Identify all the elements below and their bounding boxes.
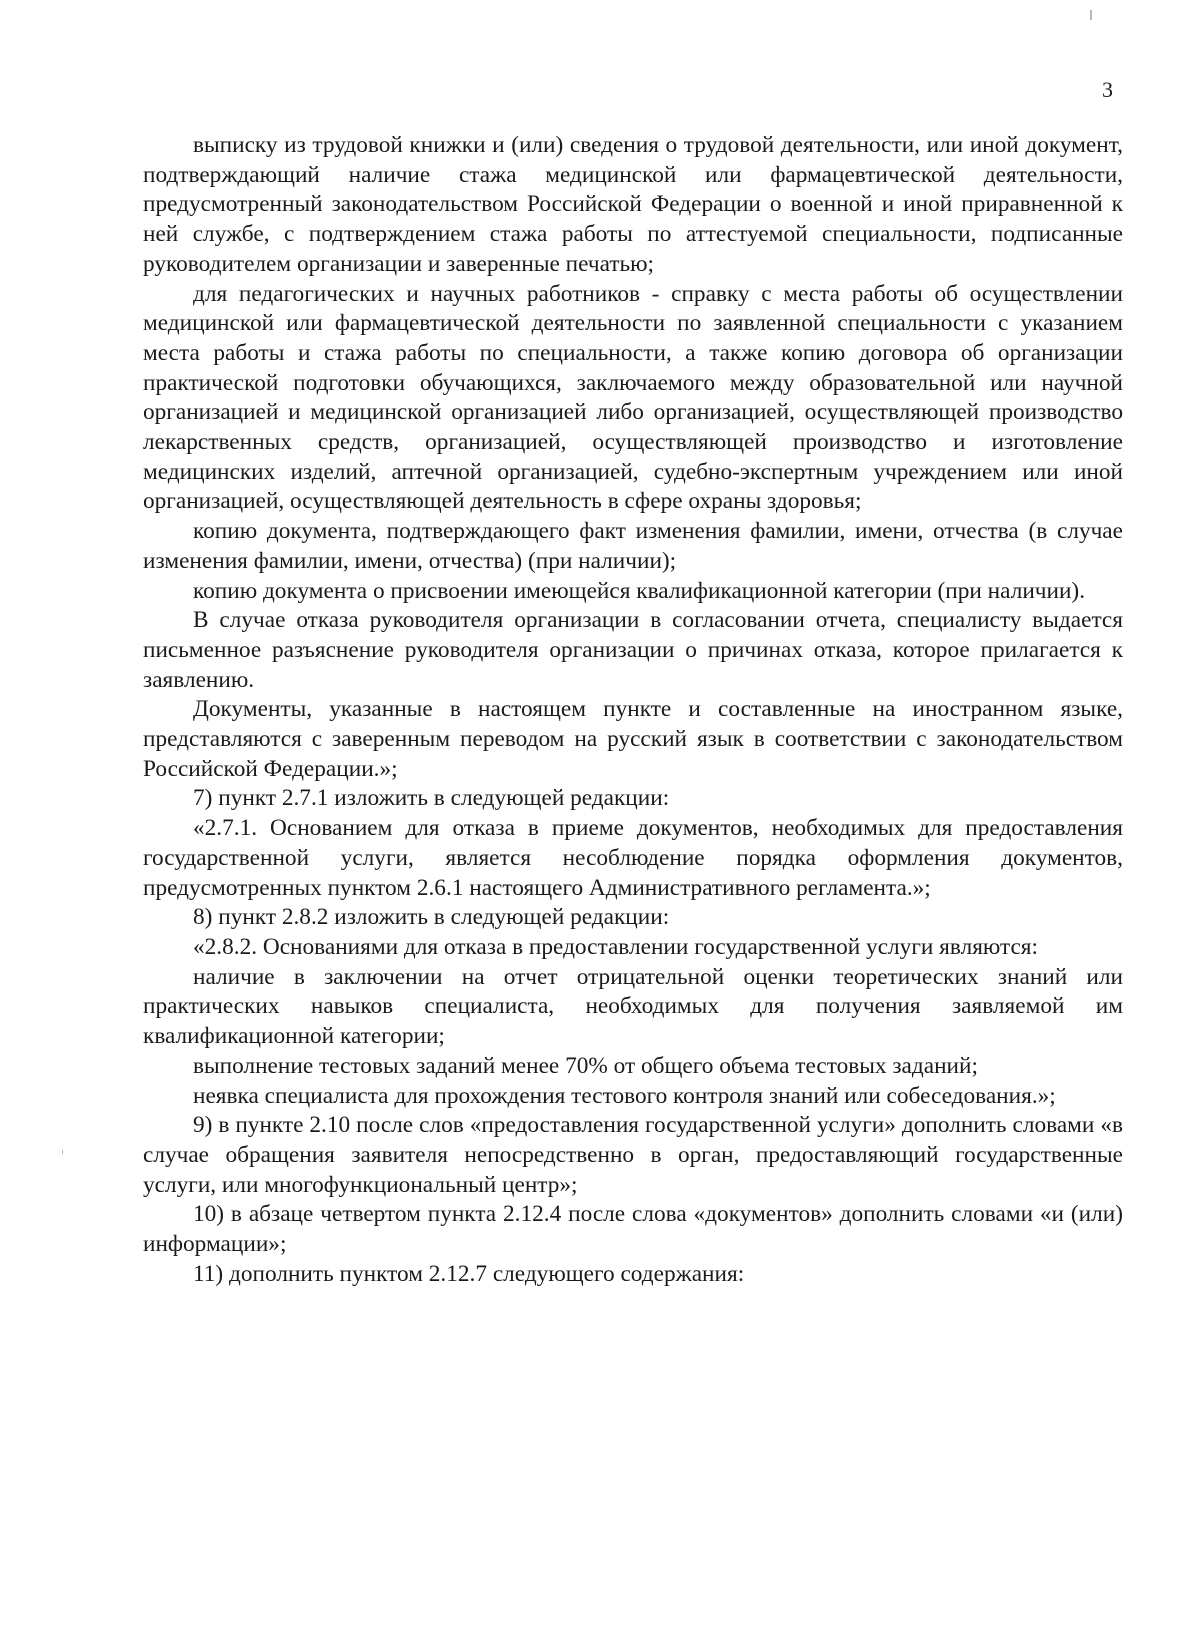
paragraph: копию документа, подтверждающего факт изменения фамилии, имени, отчества (в случае изменения фамилии, имени, отчества) (при наличии); — [143, 518, 1123, 574]
paragraph: выполнение тестовых заданий менее 70% от общего объема тестовых заданий; — [193, 1052, 978, 1079]
paragraph: 7) пункт 2.7.1 изложить в следующей редакции: — [193, 785, 670, 812]
scan-artifact-mark — [1090, 10, 1092, 20]
document-body — [143, 131, 1123, 1289]
paragraph: выписку из трудовой книжки и (или) сведения о трудовой деятельности, или иной документ, подтверждающий наличие стажа медицинской или фармацевтической деятельности, предусмотренный законодательством Российской Федерации о военной и иной приравненной к ней службе, с подтверждением стажа работы по аттестуемой специальности, подписанные руководителем организации и заверенные печатью; — [143, 132, 1123, 277]
paragraph: «2.7.1. Основанием для отказа в приеме документов, необходимых для предоставления государственной услуги, является несоблюдение порядка оформления документов, предусмотренных пунктом 2.6.1 настоящего Административного регламента.»; — [143, 815, 1123, 901]
paragraph: для педагогических и научных работников - справку с места работы об осуществлении медицинской или фармацевтической деятельности по заявленной специальности с указанием места работы и стажа работы по специальности, а также копию договора об организации практической подготовки обучающихся, заключаемого между образовательной или научной организацией и медицинской организацией либо организацией, осуществляющей производство лекарственных средств, организацией, осуществляющей производство и изготовление медицинских изделий, аптечной организацией, судебно-экспертным учреждением или иной организацией, осуществляющей деятельность в сфере охраны здоровья; — [143, 280, 1123, 515]
paragraph: 11) дополнить пунктом 2.12.7 следующего содержания: — [193, 1260, 745, 1287]
page-number: 3 — [1102, 77, 1113, 102]
paragraph: 10) в абзаце четвертом пункта 2.12.4 после слова «документов» дополнить словами «и (или) информации»; — [143, 1201, 1123, 1258]
paragraph: «2.8.2. Основаниями для отказа в предоставлении государственной услуги являются: — [193, 933, 1039, 960]
paragraph: Документы, указанные в настоящем пункте и составленные на иностранном языке, представляются с заверенным переводом на русский язык в соответствии с законодательством Российской Федерации.»; — [143, 696, 1123, 782]
scan-artifact-mark — [62, 1150, 63, 1154]
paragraph: 9) в пункте 2.10 после слов «предоставления государственной услуги» дополнить словами «в случае обращения заявителя непосредственно в орган, предоставляющий государственные услуги, или многофункциональный центр»; — [143, 1112, 1123, 1198]
paragraph: В случае отказа руководителя организации в согласовании отчета, специалисту выдается письменное разъяснение руководителя организации о причинах отказа, которое прилагается к заявлению. — [143, 607, 1123, 693]
paragraph: наличие в заключении на отчет отрицательной оценки теоретических знаний или практических навыков специалиста, необходимых для получения заявляемой им квалификационной категории; — [143, 963, 1123, 1050]
paragraph: неявка специалиста для прохождения тестового контроля знаний или собеседования.»; — [193, 1082, 1056, 1109]
paragraph: копию документа о присвоении имеющейся квалификационной категории (при наличии). — [193, 577, 1086, 604]
paragraph: 8) пункт 2.8.2 изложить в следующей редакции: — [193, 904, 670, 931]
